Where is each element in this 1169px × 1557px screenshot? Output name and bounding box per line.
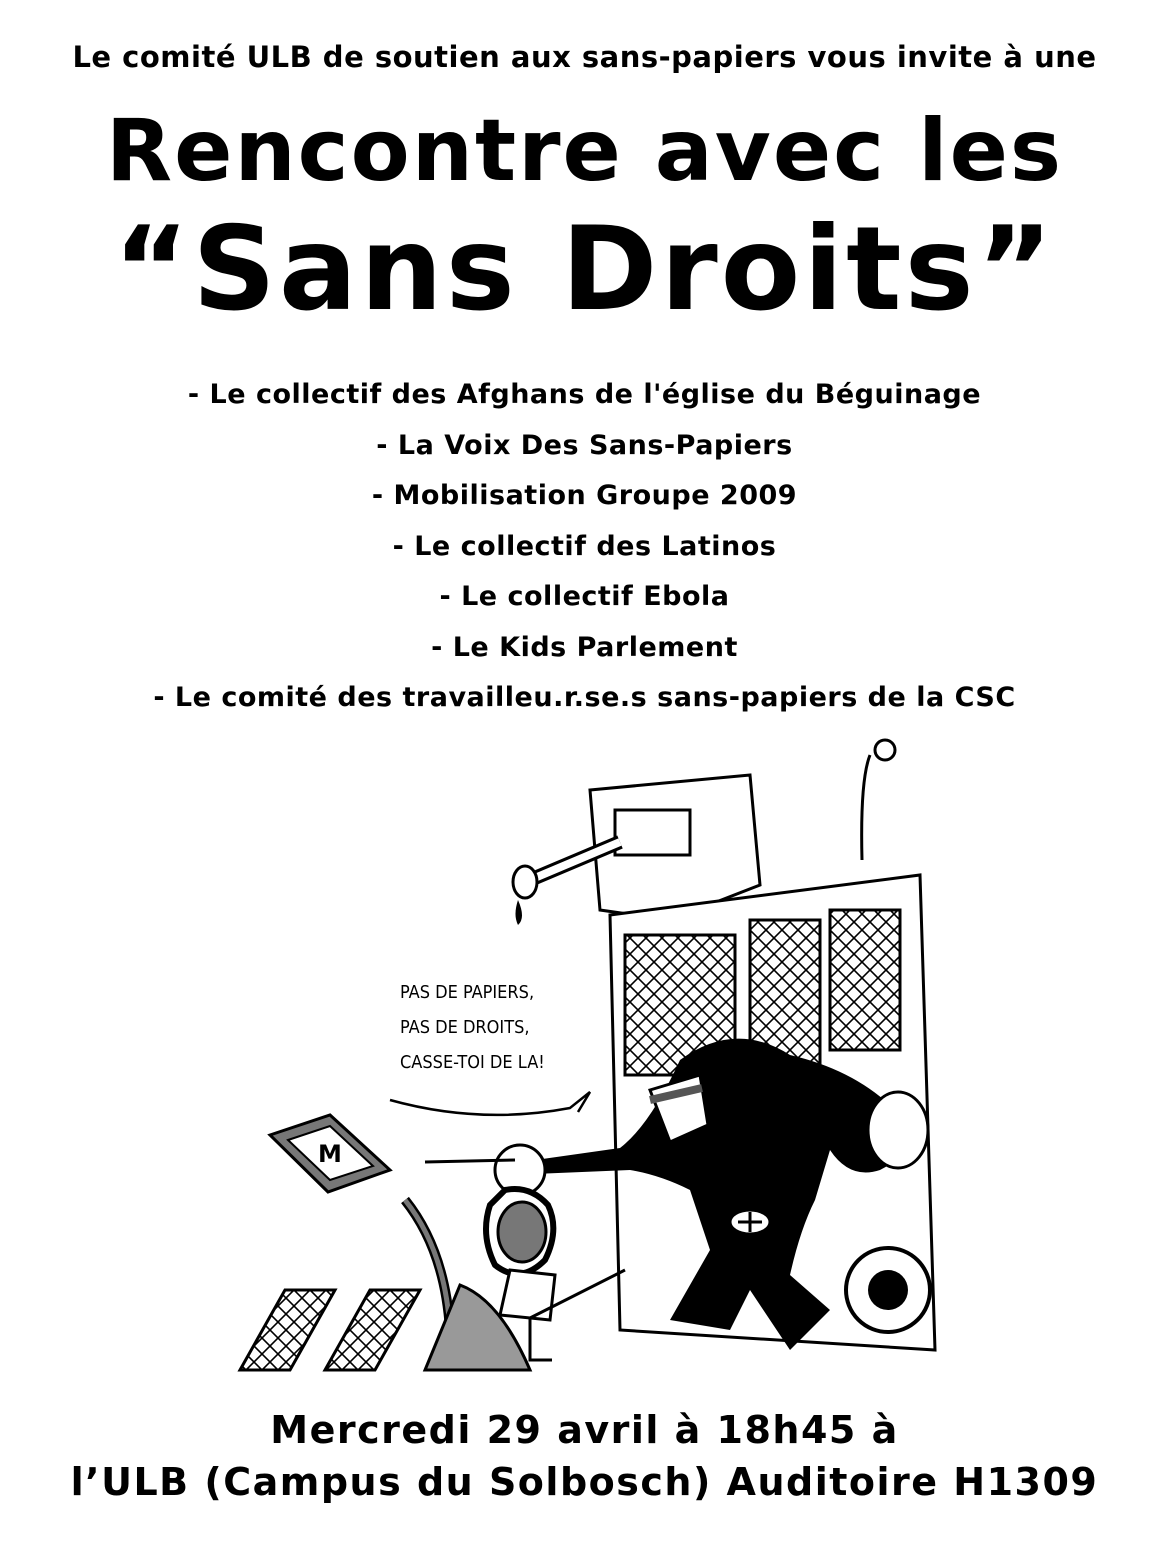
participant-item: - Le collectif des Latinos	[392, 530, 777, 562]
event-location: l’ULB (Campus du Solbosch) Auditoire H1309	[70, 1460, 1099, 1504]
antenna	[862, 740, 895, 860]
participant-item: - La Voix Des Sans-Papiers	[376, 429, 793, 461]
intro-text: Le comité ULB de soutien aux sans-papiers vous invite à une	[72, 40, 1097, 74]
speech-line: CASSE-TOI DE LA!	[400, 1052, 545, 1073]
speech-line: PAS DE DROITS,	[400, 1017, 530, 1038]
metro-letter: M	[318, 1140, 342, 1168]
participant-item: - Mobilisation Groupe 2009	[371, 480, 798, 511]
cartoon-illustration	[230, 730, 950, 1380]
title-line-2: “Sans Droits”	[113, 202, 1056, 337]
participant-item: - Le comité des travailleu.r.se.s sans-papiers de la CSC	[153, 682, 1016, 713]
speech-line: PAS DE PAPIERS,	[400, 982, 535, 1003]
speech-bubble	[390, 982, 590, 1115]
event-date: Mercredi 29 avril à 18h45 à	[270, 1408, 899, 1452]
participant-item: - Le collectif des Afghans de l'église du Béguinage	[187, 379, 982, 410]
participant-item: - Le collectif Ebola	[439, 581, 730, 612]
participant-item: - Le Kids Parlement	[431, 631, 738, 663]
title-line-1: Rencontre avec les	[105, 101, 1064, 201]
metro-entrance	[240, 1290, 420, 1370]
participants-list	[0, 370, 1169, 724]
